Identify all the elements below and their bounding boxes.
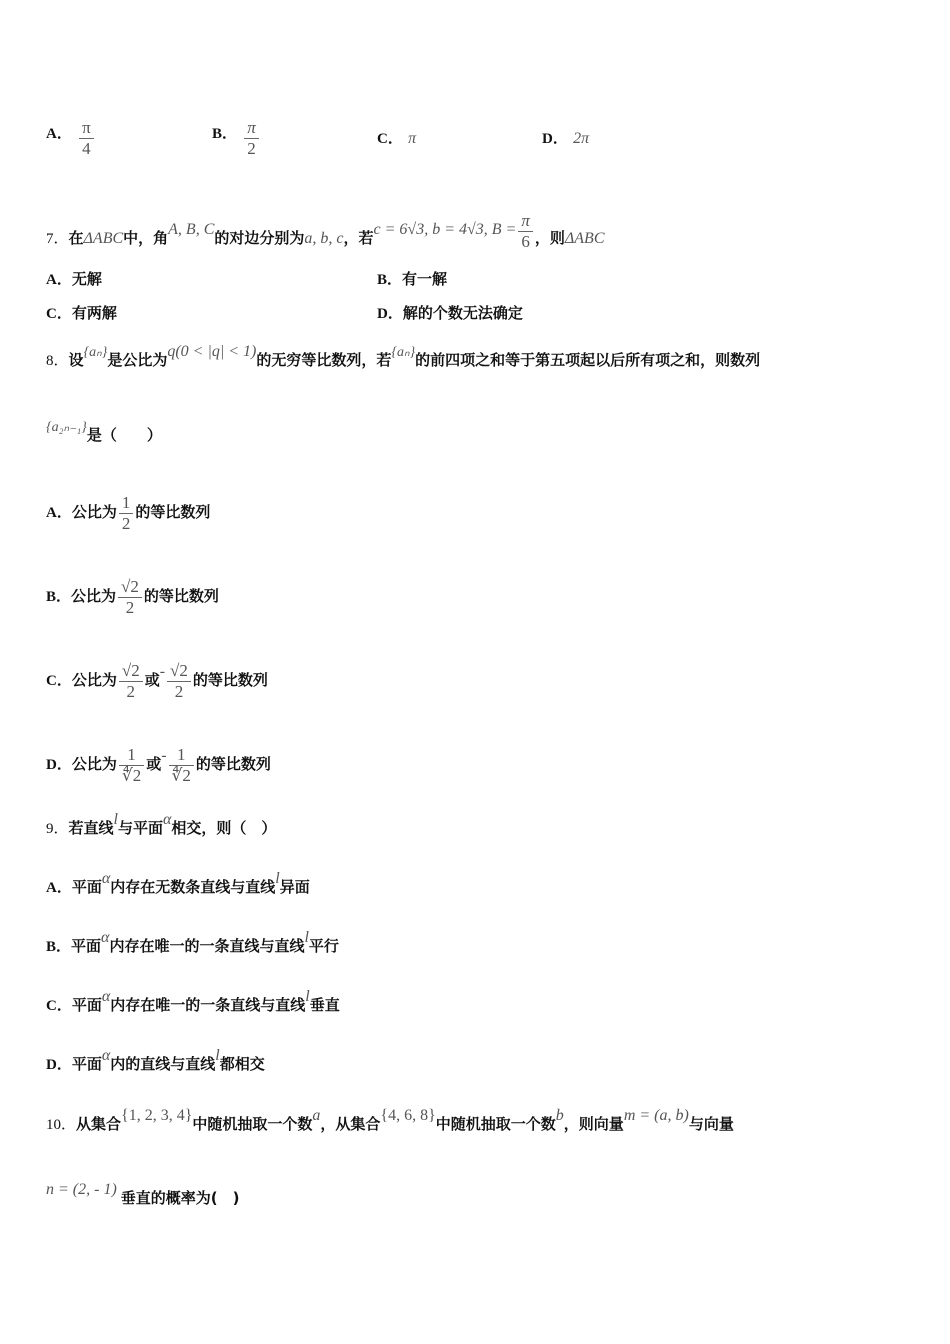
minus-sign: -	[161, 747, 167, 764]
q8-option-b[interactable]: B．公比为 $\frac{√2}{2}$ 的等比数列	[46, 577, 219, 617]
vector: m = (a, b)	[623, 1107, 689, 1124]
q8-option-d[interactable]: D．公比为 $\frac{1}{∜2}$ 或- $\frac{1}{∜2}$ 的等比数列	[46, 745, 271, 785]
option-label: C．	[377, 131, 403, 147]
line-symbol: l	[304, 929, 309, 946]
plane-symbol: α	[101, 929, 110, 946]
q8-stem: 8．设{aₙ}是公比为q(0 < |q| < 1)的无穷等比数列，若{aₙ}的前四项之和等于第五项起以后所有项之和，则数列	[46, 343, 761, 369]
fraction: $\frac{\pi}{6}$	[518, 211, 533, 252]
question-number: 10．	[46, 1117, 77, 1133]
fraction: $\frac{1}{∜2}$	[169, 745, 194, 786]
q6-option-d[interactable]	[542, 128, 589, 149]
triangle: ΔABC	[564, 230, 605, 247]
set: {4, 6, 8}	[380, 1107, 436, 1124]
plane-symbol: α	[101, 1047, 111, 1064]
q6-option-c[interactable]	[377, 128, 416, 149]
q9-option-b[interactable]: B．平面α内存在唯一的一条直线与直线l平行	[46, 929, 339, 955]
fraction: $\frac{1}{2}$	[119, 493, 134, 534]
q6-option-a[interactable]	[46, 118, 96, 159]
q8-stem-cont: {a₂ₙ₋₁}是（ ）	[46, 420, 162, 444]
question-number: 8．	[46, 353, 69, 369]
option-value: π	[408, 130, 417, 147]
question-number: 9．	[46, 821, 69, 837]
line-symbol: l	[275, 870, 280, 887]
q9-option-a[interactable]: A．平面α内存在无数条直线与直线l异面	[46, 870, 310, 896]
fraction: $\frac{\pi}{2}$	[244, 118, 259, 159]
plane-symbol: α	[163, 811, 172, 828]
q7-option-d[interactable]: D．解的个数无法确定	[377, 304, 523, 322]
question-number: 7．	[46, 231, 69, 247]
fraction: $\frac{√2}{2}$	[118, 577, 142, 618]
option-label: B．	[212, 126, 238, 142]
q7-stem: 7．在ΔABC中，角A, B, C的对边分别为a, b, c，若c = 6√3, b = 4√3, B = $\frac{\pi}{6}$ ，则ΔABC	[46, 211, 605, 251]
option-label: D．	[542, 131, 568, 147]
fraction: $\frac{\pi}{4}$	[79, 118, 94, 159]
sequence: {a₂ₙ₋₁}	[46, 420, 87, 435]
fraction: $\frac{√2}{2}$	[119, 661, 143, 702]
set: {1, 2, 3, 4}	[121, 1107, 193, 1124]
option-value: 2π	[573, 130, 590, 147]
q7-option-b[interactable]: B．有一解	[377, 270, 448, 288]
ratio: q(0 < |q| < 1)	[167, 343, 257, 360]
fraction: $\frac{√2}{2}$	[167, 661, 191, 702]
q9-option-d[interactable]: D．平面α内的直线与直线l都相交	[46, 1047, 265, 1073]
option-label: A．	[46, 126, 72, 142]
variable: a	[312, 1107, 321, 1124]
line-symbol: l	[305, 988, 310, 1005]
fraction: $\frac{1}{∜2}$	[119, 745, 144, 786]
vector: n = (2, - 1)	[46, 1181, 117, 1198]
triangle: ΔABC	[83, 230, 124, 247]
q10-stem: 10．从集合{1, 2, 3, 4}中随机抽取一个数a，从集合{4, 6, 8}中随机抽取一个数b，则向量m = (a, b)与向量	[46, 1107, 734, 1133]
q10-stem-cont: n = (2, - 1) 垂直的概率为( )	[46, 1181, 240, 1207]
q6-option-b[interactable]	[212, 118, 261, 159]
line-symbol: l	[113, 811, 118, 828]
sides: a, b, c	[304, 230, 344, 247]
line-symbol: l	[215, 1047, 220, 1064]
q9-option-c[interactable]: C．平面α内存在唯一的一条直线与直线l垂直	[46, 988, 340, 1014]
q8-option-a[interactable]: A．公比为 $\frac{1}{2}$ 的等比数列	[46, 493, 211, 533]
minus-sign: -	[159, 663, 166, 680]
q8-option-c[interactable]: C．公比为 $\frac{√2}{2}$ 或- $\frac{√2}{2}$ 的等比数列	[46, 661, 268, 701]
angles: A, B, C	[168, 221, 215, 238]
sequence: {aₙ}	[83, 345, 108, 360]
plane-symbol: α	[101, 870, 111, 887]
q9-stem: 9．若直线l与平面α相交，则（ ）	[46, 811, 277, 837]
q7-option-a[interactable]: A．无解	[46, 270, 102, 288]
q7-option-c[interactable]: C．有两解	[46, 304, 117, 322]
variable: b	[555, 1107, 564, 1124]
plane-symbol: α	[101, 988, 111, 1005]
condition: c = 6√3, b = 4√3, B =	[373, 221, 517, 238]
sequence: {aₙ}	[391, 345, 416, 360]
